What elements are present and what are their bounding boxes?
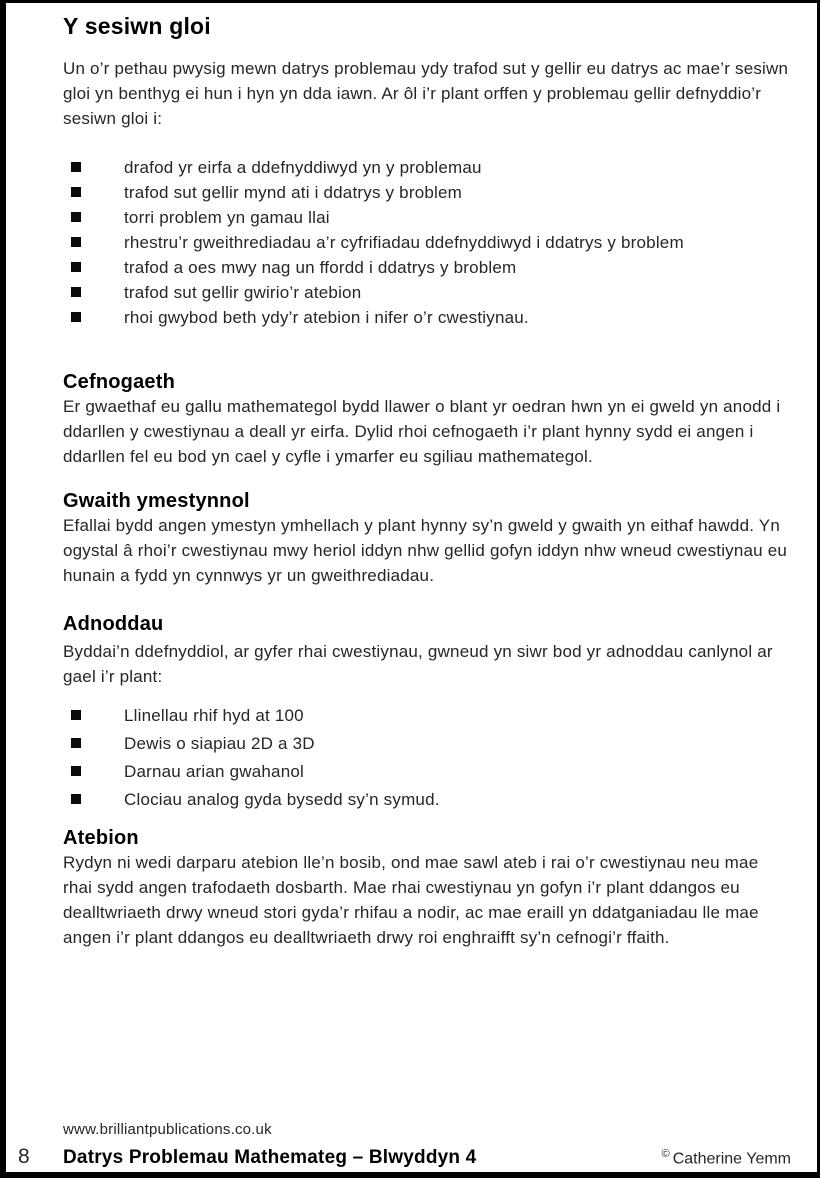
section-paragraph-gwaith-ymestynnol: Efallai bydd angen ymestyn ymhellach y plant hynny sy’n gweld y gwaith yn eithaf hawdd. Yn ogystal â rhoi’r cwestiynau mwy heriol iddyn nhw gellid gofyn iddyn nhw wneud cwestiynau eu hunain a fydd yn cynnwys yr un gweithrediadau. — [63, 516, 788, 585]
bullet-square-icon — [71, 237, 81, 247]
list-item-text: Darnau arian gwahanol — [124, 762, 304, 781]
copyright-icon: © — [661, 1147, 670, 1160]
list-item — [63, 758, 789, 786]
section-paragraph-atebion: Rydyn ni wedi darparu atebion lle’n bosib, ond mae sawl ateb i rai o’r cwestiynau neu mae rhai sydd angen trafodaeth dosbarth. Mae rhai cwestiynau yn gofyn i’r plant ddangos eu dealltwriaeth drwy wneud stori gyda’r rhifau a nodir, ac mae eraill yn ddatganiadau lle mae angen i’r plant ddangos eu dealltwriaeth drwy roi enghraifft sy’n cefnogi’r ffaith. — [63, 853, 759, 947]
list-item — [63, 280, 789, 305]
page-title: Y sesiwn gloi — [63, 13, 211, 39]
list-item — [63, 305, 789, 330]
bullet-square-icon — [71, 312, 81, 322]
intro-paragraph: Un o’r pethau pwysig mewn datrys problemau ydy trafod sut y gellir eu datrys ac mae’r sesiwn gloi yn benthyg ei hun i hyn yn dda iawn. Ar ôl i’r plant orffen y problemau gellir defnyddio’r sesiwn gloi i: — [63, 59, 789, 128]
publisher-url: www.brilliantpublications.co.uk — [63, 1121, 272, 1138]
list-item — [63, 230, 789, 255]
list-item — [63, 255, 789, 280]
list-item-text: Dewis o siapiau 2D a 3D — [124, 734, 315, 753]
list-item — [63, 702, 789, 730]
bullet-square-icon — [71, 262, 81, 272]
section-heading-gwaith-ymestynnol: Gwaith ymestynnol — [63, 490, 250, 512]
copyright-name: Catherine Yemm — [672, 1150, 791, 1167]
list-item — [63, 155, 789, 180]
section-heading-cefnogaeth: Cefnogaeth — [63, 371, 175, 393]
bullet-list-resources — [63, 702, 789, 814]
bullet-square-icon — [71, 794, 81, 804]
copyright-notice — [662, 1148, 817, 1168]
footer-title-row — [6, 1145, 817, 1169]
section-heading-atebion: Atebion — [63, 827, 139, 849]
list-item — [63, 180, 789, 205]
bullet-square-icon — [71, 710, 81, 720]
list-item — [63, 730, 789, 758]
list-item-text: rhoi gwybod beth ydy’r atebion i nifer o’r cwestiynau. — [124, 308, 529, 327]
bullet-square-icon — [71, 187, 81, 197]
list-item-text: trafod sut gellir mynd ati i ddatrys y broblem — [124, 183, 463, 202]
page-footer — [6, 1120, 817, 1169]
section-paragraph-cefnogaeth: Er gwaethaf eu gallu mathemategol bydd llawer o blant yr oedran hwn yn ei gweld yn anodd i ddarllen y cwestiynau a deall yr eirfa. Dylid rhoi cefnogaeth i’r plant hynny sydd ei angen i ddarllen fel eu bod yn cael y cyfle i ymarfer eu sgiliau mathemategol. — [63, 397, 781, 466]
list-item-text: rhestru’r gweithrediadau a’r cyfrifiadau ddefnyddiwyd i ddatrys y broblem — [124, 233, 684, 252]
list-item-text: torri problem yn gamau llai — [124, 208, 330, 227]
bullet-square-icon — [71, 287, 81, 297]
bullet-square-icon — [71, 766, 81, 776]
list-item-text: Llinellau rhif hyd at 100 — [124, 706, 304, 725]
page-content — [6, 3, 817, 950]
list-item — [63, 205, 789, 230]
section-heading-adnoddau: Adnoddau — [63, 613, 164, 635]
bullet-square-icon — [71, 162, 81, 172]
page-number: 8 — [18, 1145, 30, 1168]
section-paragraph-adnoddau: Byddai’n ddefnyddiol, ar gyfer rhai cwestiynau, gwneud yn siwr bod yr adnoddau canlynol ar gael i’r plant: — [63, 642, 773, 686]
book-title: Datrys Problemau Mathemateg – Blwyddyn 4 — [63, 1147, 477, 1168]
list-item — [63, 786, 789, 814]
bullet-square-icon — [71, 738, 81, 748]
list-item-text: Clociau analog gyda bysedd sy’n symud. — [124, 790, 440, 809]
bullet-square-icon — [71, 212, 81, 222]
list-item-text: trafod a oes mwy nag un ffordd i ddatrys y broblem — [124, 258, 517, 277]
bullet-list-session — [63, 155, 789, 330]
list-item-text: drafod yr eirfa a ddefnyddiwyd yn y problemau — [124, 158, 482, 177]
list-item-text: trafod sut gellir gwirio’r atebion — [124, 283, 362, 302]
